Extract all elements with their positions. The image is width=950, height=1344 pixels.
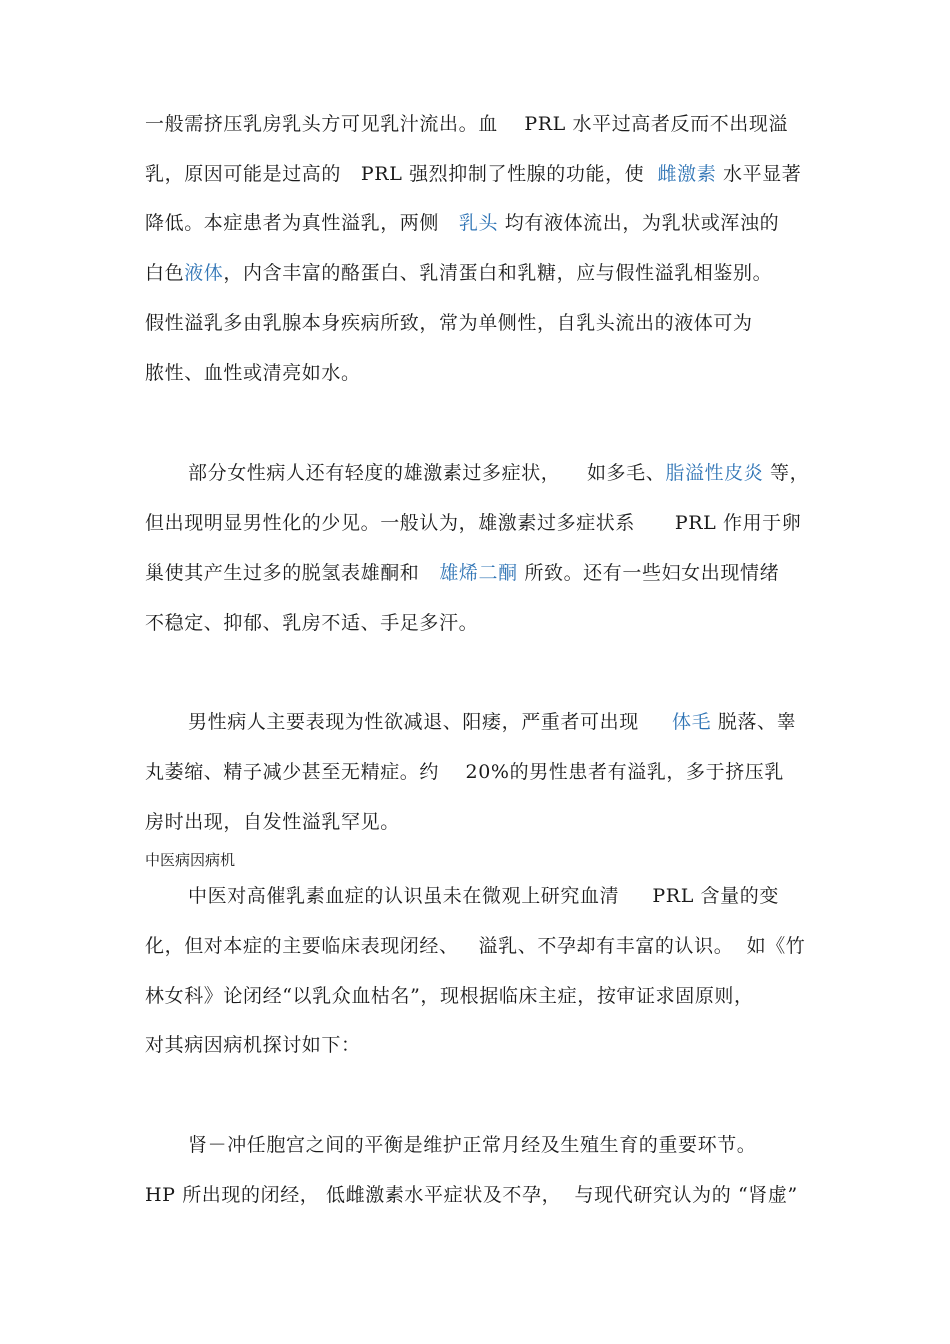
text-line: 假性溢乳多由乳腺本身疾病所致，常为单侧性，自乳头流出的液体可为 — [145, 312, 753, 334]
text-line: 巢使其产生过多的脱氢表雄酮和 雄烯二酮 所致。还有一些妇女出现情绪 — [145, 562, 780, 584]
text-line: 乳，原因可能是过高的 PRL 强烈抑制了性腺的功能，使 雌激素 水平显著 — [145, 163, 802, 185]
text-line: 林女科》论闭经“以乳众血枯名”，现根据临床主症，按审证求固原则， — [145, 985, 754, 1007]
text-line: 肾－冲任胞宫之间的平衡是维护正常月经及生殖生育的重要环节。 — [188, 1134, 757, 1156]
link-androstenedione[interactable]: 雄烯二酮 — [439, 562, 518, 584]
link-liquid[interactable]: 液体 — [184, 262, 224, 284]
text-line: 一般需挤压乳房乳头方可见乳汁流出。血 PRL 水平过高者反而不出现溢 — [145, 113, 789, 135]
text-line: 脓性、血性或清亮如水。 — [145, 362, 361, 384]
link-nipple[interactable]: 乳头 — [458, 212, 499, 234]
text-line: 中医对高催乳素血症的认识虽未在微观上研究血清 PRL 含量的变 — [188, 885, 779, 907]
text-line: 化，但对本症的主要临床表现闭经、 溢乳、不孕却有丰富的认识。 如《竹 — [145, 935, 806, 957]
text-line: 白色液体，内含丰富的酪蛋白、乳清蛋白和乳糖，应与假性溢乳相鉴别。 — [145, 262, 773, 284]
link-seborrheic-dermatitis[interactable]: 脂溢性皮炎 — [665, 462, 764, 484]
text-line: 对其病因病机探讨如下： — [145, 1034, 361, 1056]
text-line: 不稳定、抑郁、乳房不适、手足多汗。 — [145, 612, 479, 634]
text-line: 男性病人主要表现为性欲减退、阳痿，严重者可出现 体毛 脱落、睾 — [188, 711, 797, 733]
text-line: 但出现明显男性化的少见。一般认为，雄激素过多症状系 PRL 作用于卵 — [145, 512, 802, 534]
link-estrogen[interactable]: 雌激素 — [657, 163, 717, 185]
text-line: 部分女性病人还有轻度的雄激素过多症状， 如多毛、脂溢性皮炎 等， — [188, 462, 810, 484]
link-body-hair[interactable]: 体毛 — [672, 711, 712, 733]
text-line: 房时出现，自发性溢乳罕见。 — [145, 811, 400, 833]
text-line: 丸萎缩、精子减少甚至无精症。约 20%的男性患者有溢乳，多于挤压乳 — [145, 761, 784, 783]
text-line: HP 所出现的闭经， 低雌激素水平症状及不孕， 与现代研究认为的 “肾虚” — [145, 1184, 798, 1206]
section-heading: 中医病因病机 — [145, 851, 236, 869]
text-line: 降低。本症患者为真性溢乳，两侧 乳头 均有液体流出，为乳状或浑浊的 — [145, 212, 780, 234]
